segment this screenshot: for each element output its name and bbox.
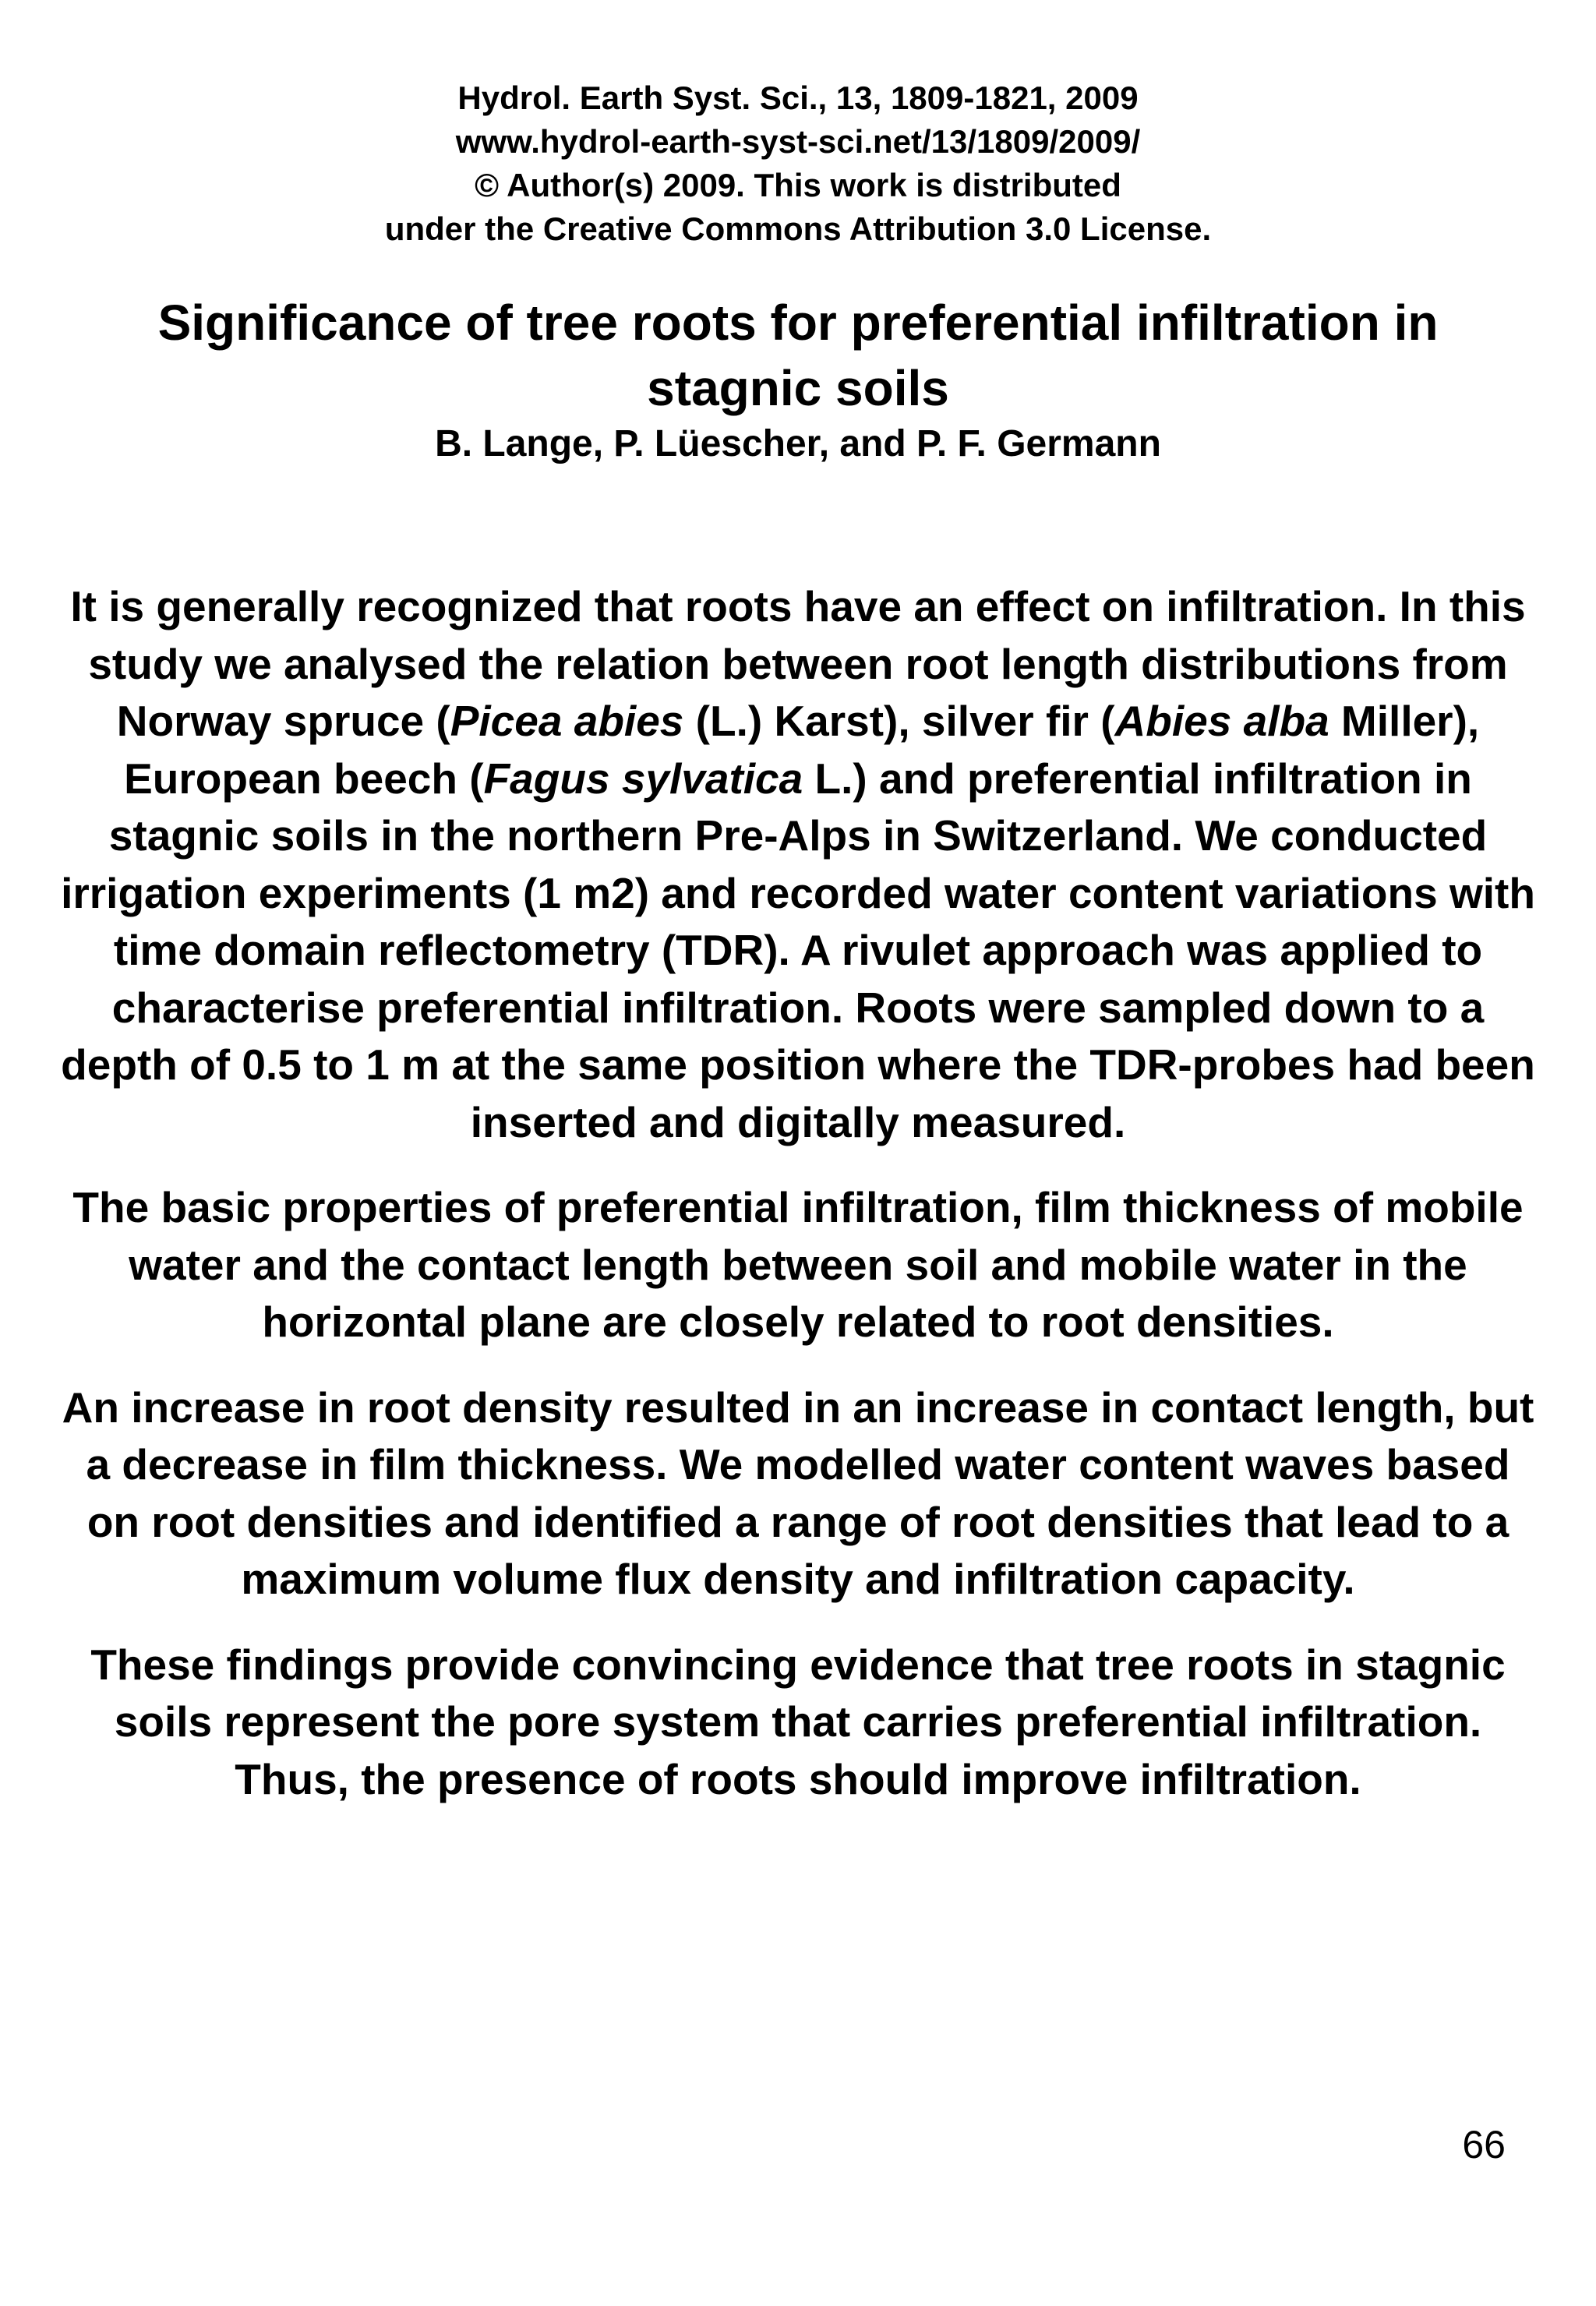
copyright-notice: © Author(s) 2009. This work is distributed bbox=[475, 167, 1121, 203]
abstract-paragraph-1 bbox=[55, 578, 1541, 1151]
abstract-text: (L.) Karst), silver fir ( bbox=[683, 697, 1115, 745]
abstract-paragraph-4: These findings provide convincing evidence that tree roots in stagnic soils represent the pore system that carries preferential infiltration. Thus, the presence of roots should improve infiltration. bbox=[90, 1640, 1506, 1803]
license-notice: under the Creative Commons Attribution 3.0 License. bbox=[384, 210, 1212, 247]
journal-reference: Hydrol. Earth Syst. Sci., 13, 1809-1821, 2009 bbox=[457, 79, 1139, 116]
abstract bbox=[55, 578, 1541, 1836]
species-name: Picea abies bbox=[450, 697, 684, 745]
abstract-text: L.) and preferential infiltration in stagnic soils in the northern Pre-Alps in Switzerland. We conducted irrigation experiments (1 m2) and recorded water content variations with time domain reflectometry (TDR). A rivulet approach was applied to characterise preferential infiltration. Roots were sampled down to a depth of 0.5 to 1 m at the same position where the TDR-probes had been inserted and digitally measured. bbox=[61, 754, 1535, 1146]
page-number: 66 bbox=[1462, 2123, 1506, 2167]
paper-title: Significance of tree roots for preferential infiltration in stagnic soils bbox=[157, 295, 1439, 416]
author-list: B. Lange, P. Lüescher, and P. F. Germann bbox=[435, 423, 1161, 464]
journal-url: www.hydrol-earth-syst-sci.net/13/1809/2009/ bbox=[455, 123, 1141, 160]
abstract-text: Miller), European beech ( bbox=[124, 697, 1480, 803]
citation-header bbox=[0, 76, 1596, 251]
species-name: Abies alba bbox=[1114, 697, 1329, 745]
abstract-paragraph-3: An increase in root density resulted in an increase in contact length, but a decrease in film thickness. We modelled water content waves based on root densities and identified a range of root densities that lead to a maximum volume flux density and infiltration capacity. bbox=[62, 1383, 1534, 1603]
abstract-text: It is generally recognized that roots have an effect on infiltration. In this study we analysed the relation between root length distributions from Norway spruce ( bbox=[70, 582, 1526, 745]
abstract-paragraph-2: The basic properties of preferential infiltration, film thickness of mobile water and the contact length between soil and mobile water in the horizontal plane are closely related to root densities. bbox=[72, 1183, 1524, 1346]
species-name: Fagus sylvatica bbox=[483, 754, 803, 803]
